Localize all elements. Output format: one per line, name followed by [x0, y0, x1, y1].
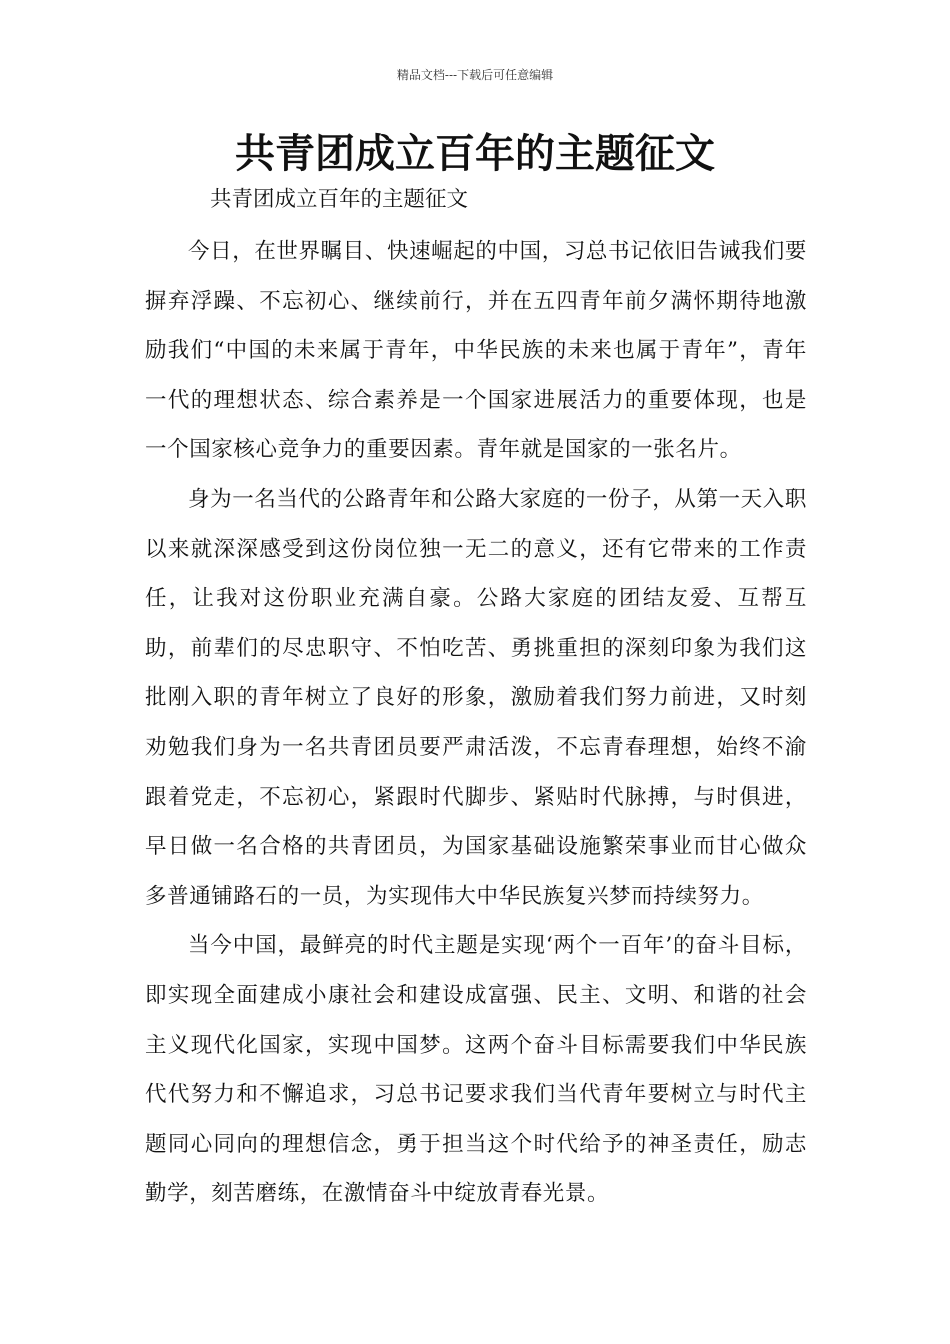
document-body	[145, 227, 807, 1219]
document-subtitle: 共青团成立百年的主题征文	[210, 187, 469, 212]
document-title: 共青团成立百年的主题征文	[235, 131, 715, 177]
paragraph-1: 今日，在世界瞩目、快速崛起的中国，习总书记依旧告诫我们要摒弃浮躁、不忘初心、继续前行，并在五四青年前夕满怀期待地激励我们“中国的未来属于青年，中华民族的未来也属于青年”，青年一代的理想状态、综合素养是一个国家进展活力的重要体现，也是一个国家核心竞争力的重要因素。青年就是国家的一张名片。	[145, 239, 807, 463]
paragraph-2: 身为一名当代的公路青年和公路大家庭的一份子，从第一天入职以来就深深感受到这份岗位独一无二的意义，还有它带来的工作责任，让我对这份职业充满自豪。公路大家庭的团结友爱、互帮互助，前辈们的尽忠职守、不怕吃苦、勇挑重担的深刻印象为我们这批刚入职的青年树立了良好的形象，激励着我们努力前进，又时刻劝勉我们身为一名共青团员要严肃活泼，不忘青春理想，始终不渝跟着党走，不忘初心，紧跟时代脚步、紧贴时代脉搏，与时俱进，早日做一名合格的共青团员，为国家基础设施繁荣事业而甘心做众多普通铺路石的一员，为实现伟大中华民族复兴梦而持续努力。	[145, 486, 807, 909]
paragraph-3: 当今中国，最鲜亮的时代主题是实现‘两个一百年’的奋斗目标，即实现全面建成小康社会和建设成富强、民主、文明、和谐的社会主义现代化国家，实现中国梦。这两个奋斗目标需要我们中华民族代代努力和不懈追求，习总书记要求我们当代青年要树立与时代主题同心同向的理想信念，勇于担当这个时代给予的神圣责任，励志勤学，刻苦磨练，在激情奋斗中绽放青春光景。	[145, 933, 807, 1207]
header-note: 精品文档---下载后可任意编辑	[396, 68, 554, 82]
